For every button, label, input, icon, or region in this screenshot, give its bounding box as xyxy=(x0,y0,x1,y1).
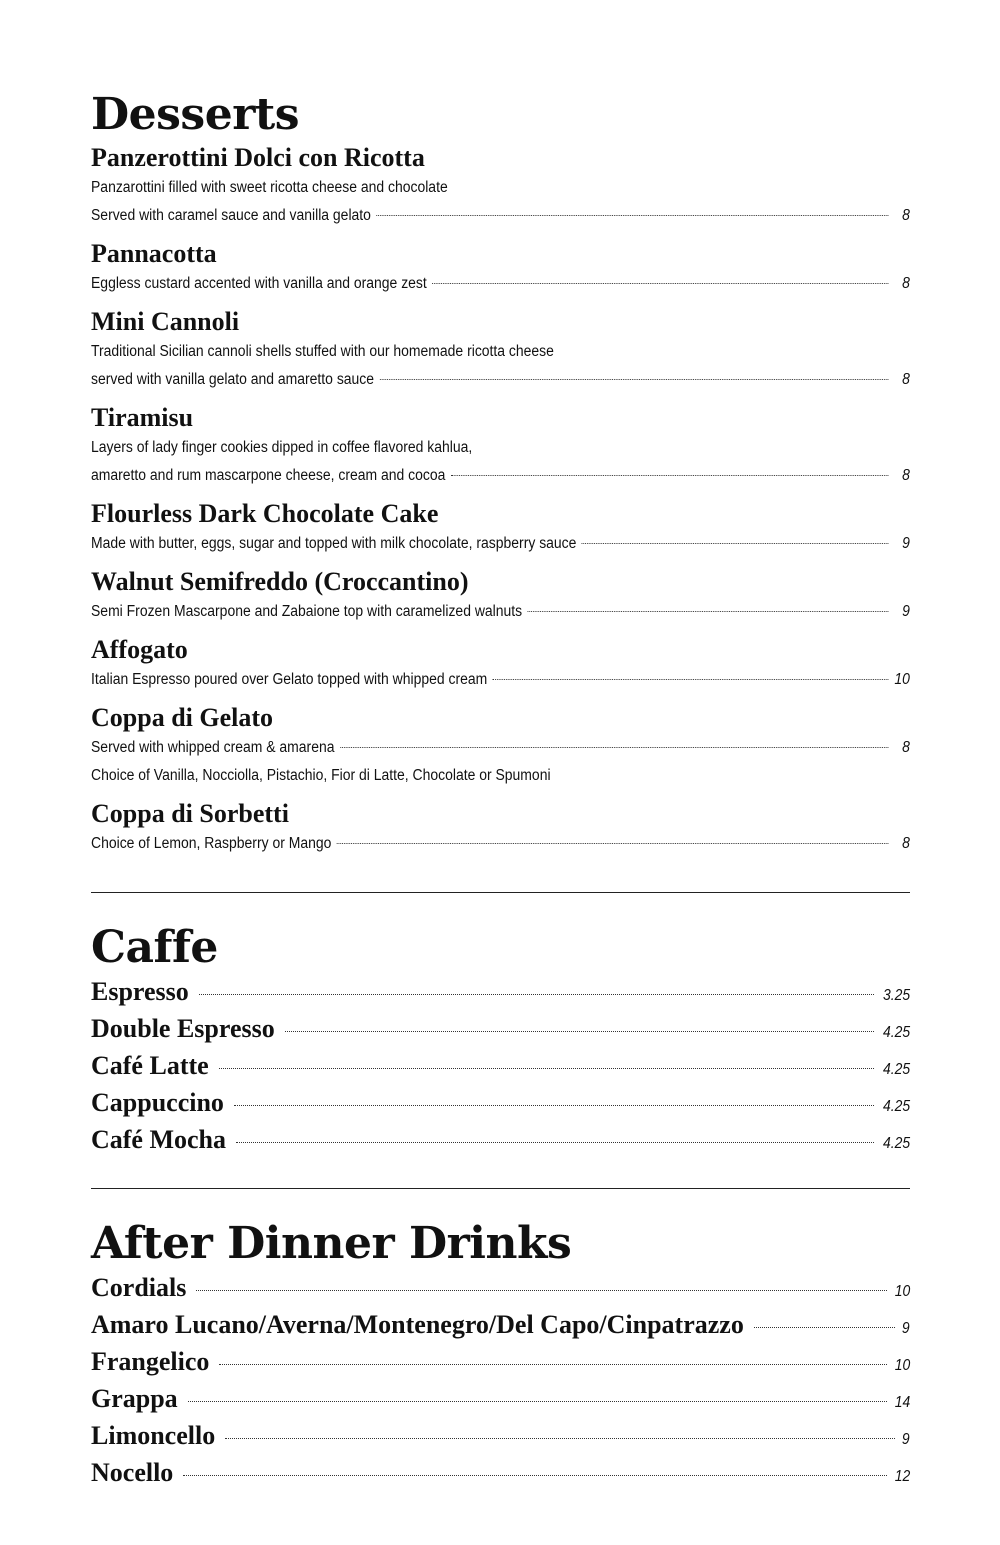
dessert-item xyxy=(91,566,910,626)
dessert-price: 8 xyxy=(902,835,910,852)
section-title-after-dinner-drinks: After Dinner Drinks xyxy=(91,1218,572,1269)
item-name: Limoncello xyxy=(91,1421,216,1450)
item-name: Café Latte xyxy=(91,1051,209,1080)
dessert-name: Panzerottini Dolci con Ricotta xyxy=(91,143,425,172)
dessert-item xyxy=(91,402,910,490)
description-text: Served with caramel sauce and vanilla gelato xyxy=(91,207,371,224)
dessert-price: 8 xyxy=(902,739,910,756)
desserts-list xyxy=(91,142,910,858)
dot-leader xyxy=(285,1031,874,1032)
drink-item xyxy=(91,1310,910,1347)
item-name: Grappa xyxy=(91,1384,178,1413)
caffe-item xyxy=(91,1014,910,1051)
dessert-name: Pannacotta xyxy=(91,239,217,268)
dot-leader xyxy=(528,611,889,612)
menu-page xyxy=(91,88,910,1495)
dessert-price: 9 xyxy=(902,535,910,552)
dessert-name: Mini Cannoli xyxy=(91,307,240,336)
item-price: 10 xyxy=(894,1357,910,1374)
dessert-name: Coppa di Gelato xyxy=(91,703,274,732)
dot-leader xyxy=(379,379,888,380)
dessert-description xyxy=(91,202,910,230)
item-price: 3.25 xyxy=(882,987,910,1004)
item-name: Espresso xyxy=(91,977,189,1006)
item-price: 4.25 xyxy=(882,1024,910,1041)
dessert-item xyxy=(91,498,910,558)
dessert-description xyxy=(91,338,910,366)
description-text: amaretto and rum mascarpone cheese, cream and cocoa xyxy=(91,467,446,484)
dessert-item xyxy=(91,238,910,298)
dot-leader xyxy=(183,1475,886,1476)
dessert-description xyxy=(91,666,910,694)
dessert-price: 10 xyxy=(894,671,910,688)
dessert-price: 8 xyxy=(902,275,910,292)
description-text: Traditional Sicilian cannoli shells stuffed with our homemade ricotta cheese xyxy=(91,343,554,360)
dessert-description xyxy=(91,734,910,762)
dot-leader xyxy=(432,283,888,284)
caffe-item xyxy=(91,977,910,1014)
item-name: Double Espresso xyxy=(91,1014,275,1043)
dot-leader xyxy=(451,475,889,476)
dot-leader xyxy=(754,1327,896,1328)
section-divider xyxy=(91,1188,910,1189)
dessert-name: Tiramisu xyxy=(91,403,194,432)
item-price: 9 xyxy=(902,1320,910,1337)
description-text: Panzarottini filled with sweet ricotta cheese and chocolate xyxy=(91,179,448,196)
dot-leader xyxy=(199,994,874,995)
dessert-description xyxy=(91,530,910,558)
note-text: Choice of Vanilla, Nocciolla, Pistachio, Fior di Latte, Chocolate or Spumoni xyxy=(91,767,551,784)
dessert-description xyxy=(91,434,910,462)
dot-leader xyxy=(493,679,889,680)
description-text: Served with whipped cream & amarena xyxy=(91,739,335,756)
dot-leader xyxy=(225,1438,895,1439)
item-name: Cappuccino xyxy=(91,1088,224,1117)
dessert-description xyxy=(91,270,910,298)
dessert-item xyxy=(91,634,910,694)
dessert-description xyxy=(91,830,910,858)
item-price: 4.25 xyxy=(882,1135,910,1152)
description-text: Choice of Lemon, Raspberry or Mango xyxy=(91,835,332,852)
item-price: 10 xyxy=(894,1283,910,1300)
dot-leader xyxy=(196,1290,886,1291)
dessert-description xyxy=(91,598,910,626)
item-name: Frangelico xyxy=(91,1347,210,1376)
drink-item xyxy=(91,1384,910,1421)
drink-item xyxy=(91,1421,910,1458)
description-text: Eggless custard accented with vanilla and orange zest xyxy=(91,275,427,292)
item-name: Nocello xyxy=(91,1458,174,1487)
dessert-description xyxy=(91,174,910,202)
dot-leader xyxy=(234,1105,874,1106)
dot-leader xyxy=(219,1068,874,1069)
dessert-item xyxy=(91,306,910,394)
dot-leader xyxy=(188,1401,887,1402)
dessert-note xyxy=(91,762,910,790)
dot-leader xyxy=(582,543,888,544)
dot-leader xyxy=(236,1142,874,1143)
dot-leader xyxy=(219,1364,886,1365)
item-name: Café Mocha xyxy=(91,1125,227,1154)
section-title-desserts: Desserts xyxy=(91,89,299,140)
item-price: 9 xyxy=(902,1431,910,1448)
dessert-price: 8 xyxy=(902,467,910,484)
dessert-price: 9 xyxy=(902,603,910,620)
item-price: 4.25 xyxy=(882,1061,910,1078)
dessert-name: Affogato xyxy=(91,635,188,664)
description-text: Layers of lady finger cookies dipped in coffee flavored kahlua, xyxy=(91,439,473,456)
description-text: Made with butter, eggs, sugar and topped with milk chocolate, raspberry sauce xyxy=(91,535,577,552)
dessert-description xyxy=(91,366,910,394)
drink-item xyxy=(91,1458,910,1495)
description-text: served with vanilla gelato and amaretto sauce xyxy=(91,371,375,388)
dessert-price: 8 xyxy=(902,207,910,224)
description-text: Italian Espresso poured over Gelato topped with whipped cream xyxy=(91,671,488,688)
caffe-item xyxy=(91,1125,910,1162)
dessert-name: Flourless Dark Chocolate Cake xyxy=(91,499,439,528)
caffe-item xyxy=(91,1051,910,1088)
dessert-name: Coppa di Sorbetti xyxy=(91,799,289,828)
dessert-description xyxy=(91,462,910,490)
description-text: Semi Frozen Mascarpone and Zabaione top with caramelized walnuts xyxy=(91,603,523,620)
drinks-list xyxy=(91,1273,910,1495)
dot-leader xyxy=(337,843,889,844)
dot-leader xyxy=(376,215,888,216)
section-title-caffe: Caffe xyxy=(91,922,218,973)
item-price: 14 xyxy=(894,1394,910,1411)
item-name: Amaro Lucano/Averna/Montenegro/Del Capo/Cinpatrazzo xyxy=(91,1310,744,1339)
section-divider xyxy=(91,892,910,893)
item-price: 12 xyxy=(894,1468,910,1485)
item-price: 4.25 xyxy=(882,1098,910,1115)
drink-item xyxy=(91,1273,910,1310)
caffe-item xyxy=(91,1088,910,1125)
dessert-item xyxy=(91,142,910,230)
item-name: Cordials xyxy=(91,1273,187,1302)
drink-item xyxy=(91,1347,910,1384)
dessert-item xyxy=(91,702,910,790)
dot-leader xyxy=(340,747,888,748)
caffe-list xyxy=(91,977,910,1162)
dessert-price: 8 xyxy=(902,371,910,388)
dessert-item xyxy=(91,798,910,858)
dessert-name: Walnut Semifreddo (Croccantino) xyxy=(91,567,469,596)
